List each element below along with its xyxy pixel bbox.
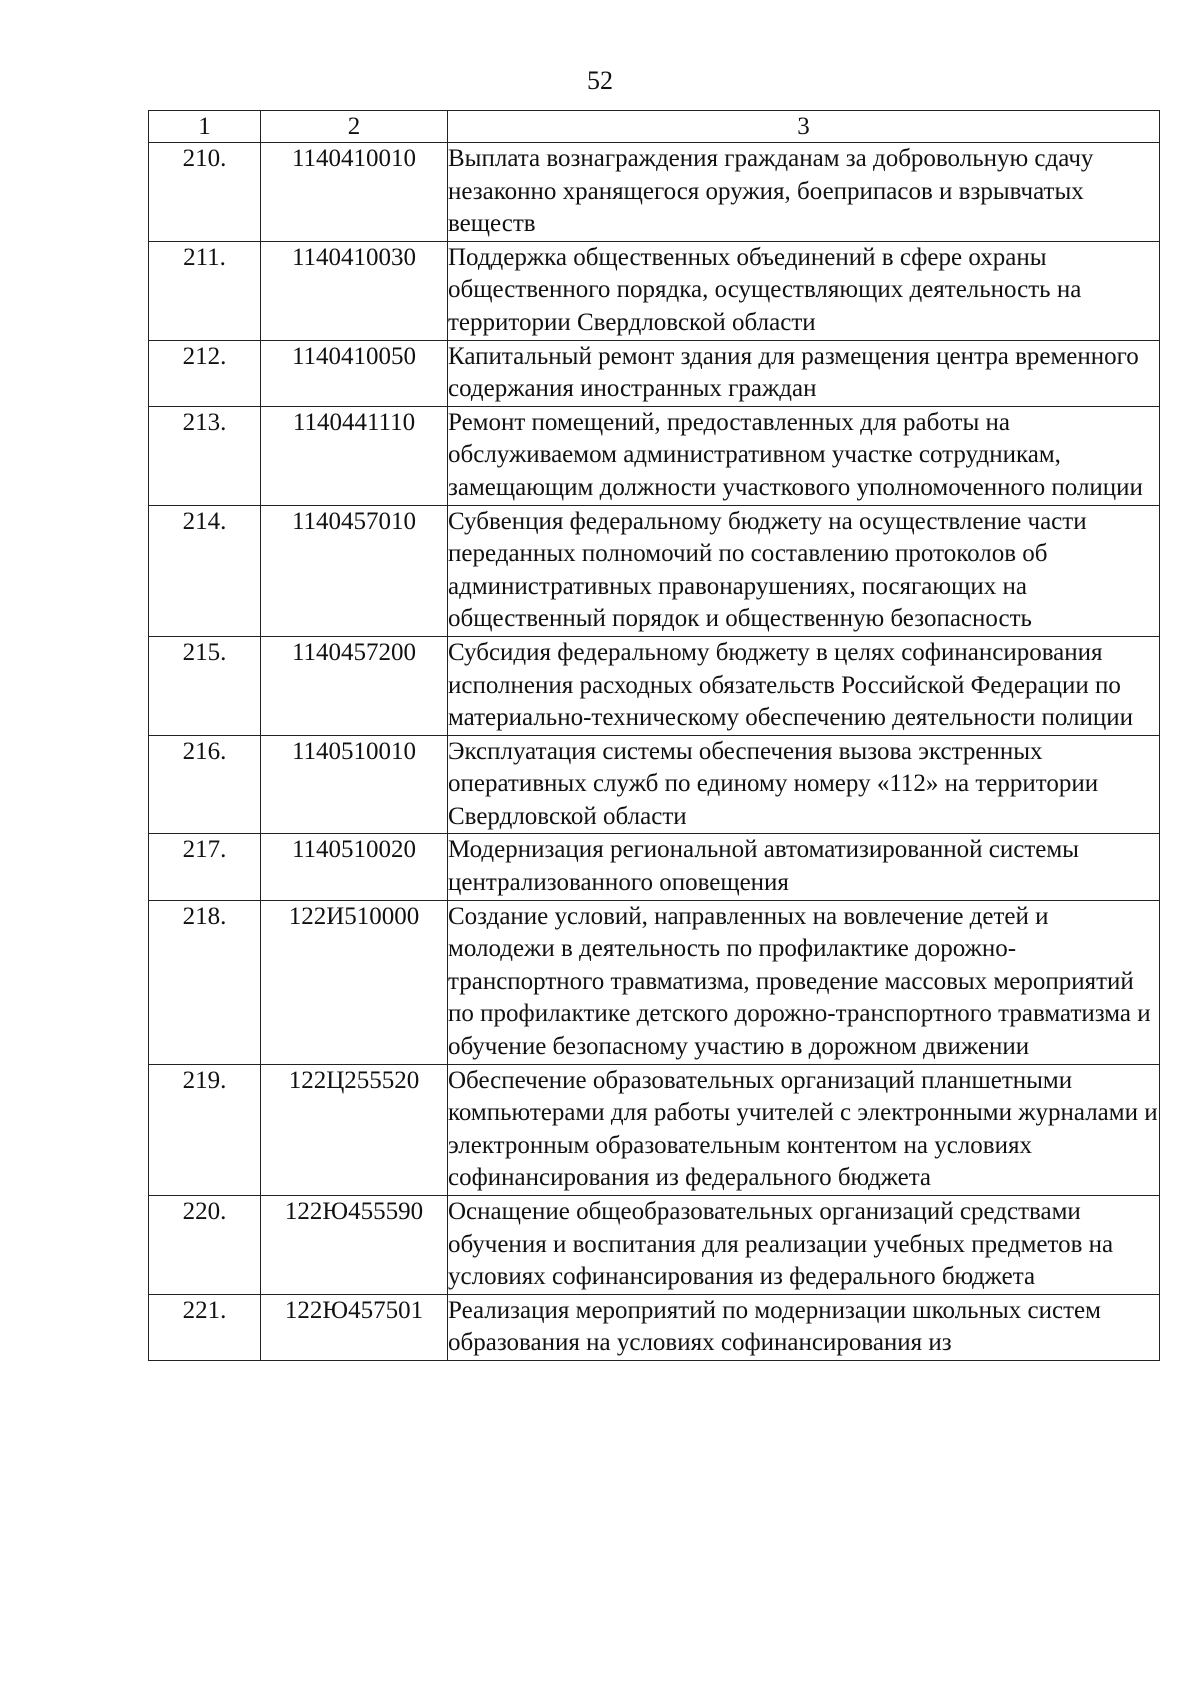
budget-classification-table [148, 110, 1160, 1361]
table-row [149, 505, 1160, 636]
table-row [149, 900, 1160, 1064]
expense-description: Создание условий, направленных на вовлечение детей и молодежи в деятельность по профилактике дорожно-транспортного травматизма, проведение массовых мероприятий по профилактике детского дорожно-транспортного травматизма и обучение безопасному участию в дорожном движении [448, 900, 1160, 1064]
table-row [149, 735, 1160, 834]
row-number: 216. [149, 735, 261, 834]
row-number: 218. [149, 900, 261, 1064]
table-row [149, 1064, 1160, 1195]
row-number: 220. [149, 1196, 261, 1295]
target-code: 1140457200 [261, 636, 448, 735]
expense-description: Эксплуатация системы обеспечения вызова экстренных оперативных служб по единому номеру «112» на территории Свердловской области [448, 735, 1160, 834]
target-code: 1140410010 [261, 143, 448, 242]
row-number: 219. [149, 1064, 261, 1195]
page-number: 52 [587, 66, 613, 95]
column-header-1: 1 [149, 111, 261, 143]
row-number: 210. [149, 143, 261, 242]
expense-description: Реализация мероприятий по модернизации школьных систем образования на условиях софинансирования из [448, 1294, 1160, 1360]
target-code: 1140510020 [261, 834, 448, 900]
expense-description: Выплата вознаграждения гражданам за добровольную сдачу незаконно хранящегося оружия, боеприпасов и взрывчатых веществ [448, 143, 1160, 242]
expense-description: Обеспечение образовательных организаций планшетными компьютерами для работы учителей с электронными журналами и электронным образовательным контентом на условиях софинансирования из федерального бюджета [448, 1064, 1160, 1195]
table-row [149, 1196, 1160, 1295]
table-row [149, 340, 1160, 406]
table-header-row [149, 111, 1160, 143]
target-code: 122Ц255520 [261, 1064, 448, 1195]
expense-description: Поддержка общественных объединений в сфере охраны общественного порядка, осуществляющих деятельность на территории Свердловской области [448, 241, 1160, 340]
column-header-3: 3 [448, 111, 1160, 143]
row-number: 217. [149, 834, 261, 900]
table-row [149, 143, 1160, 242]
expense-description: Капитальный ремонт здания для размещения центра временного содержания иностранных граждан [448, 340, 1160, 406]
target-code: 1140457010 [261, 505, 448, 636]
target-code: 122И510000 [261, 900, 448, 1064]
table-row [149, 406, 1160, 505]
target-code: 1140410050 [261, 340, 448, 406]
expense-description: Ремонт помещений, предоставленных для работы на обслуживаемом административном участке сотрудникам, замещающим должности участкового уполномоченного полиции [448, 406, 1160, 505]
expense-description: Субсидия федеральному бюджету в целях софинансирования исполнения расходных обязательств Российской Федерации по материально-техническому обеспечению деятельности полиции [448, 636, 1160, 735]
target-code: 122Ю455590 [261, 1196, 448, 1295]
target-code: 1140510010 [261, 735, 448, 834]
column-header-2: 2 [261, 111, 448, 143]
row-number: 221. [149, 1294, 261, 1360]
table-row [149, 1294, 1160, 1360]
table-row [149, 241, 1160, 340]
expense-description: Субвенция федеральному бюджету на осуществление части переданных полномочий по составлению протоколов об административных правонарушениях, посягающих на общественный порядок и общественную безопасность [448, 505, 1160, 636]
row-number: 211. [149, 241, 261, 340]
table-row [149, 834, 1160, 900]
table-row [149, 636, 1160, 735]
expense-description: Модернизация региональной автоматизированной системы централизованного оповещения [448, 834, 1160, 900]
target-code: 1140441110 [261, 406, 448, 505]
target-code: 122Ю457501 [261, 1294, 448, 1360]
row-number: 212. [149, 340, 261, 406]
row-number: 213. [149, 406, 261, 505]
target-code: 1140410030 [261, 241, 448, 340]
expense-description: Оснащение общеобразовательных организаций средствами обучения и воспитания для реализации учебных предметов на условиях софинансирования из федерального бюджета [448, 1196, 1160, 1295]
row-number: 214. [149, 505, 261, 636]
row-number: 215. [149, 636, 261, 735]
